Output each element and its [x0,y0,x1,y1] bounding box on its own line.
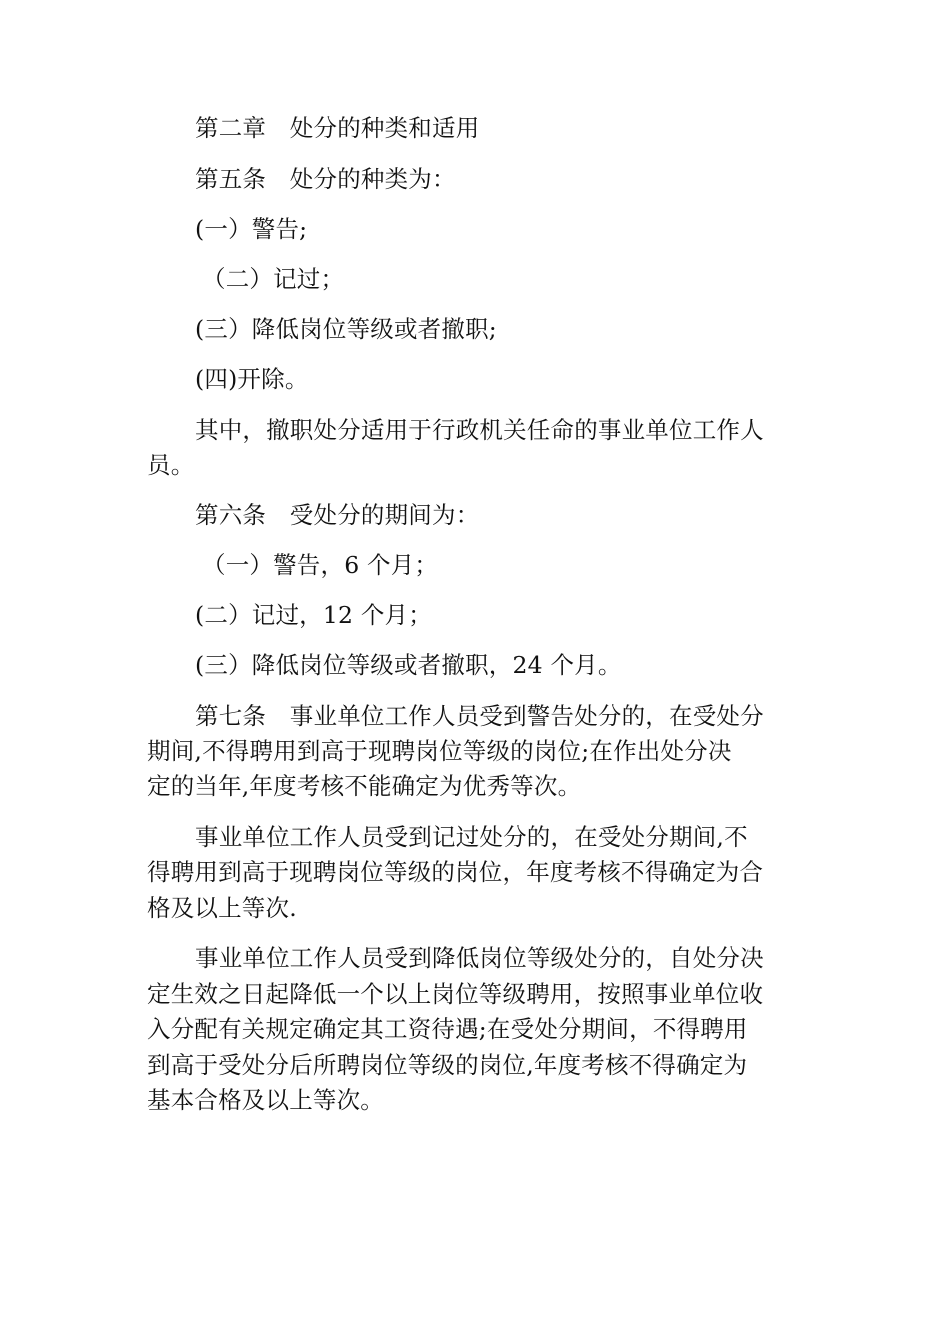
chapter-heading: 第二章 处分的种类和适用 [195,114,480,142]
article-6-item-1: （一）警告，6 个月； [202,551,439,579]
article-5-item-4: (四)开除。 [195,365,309,393]
article-7-line-2: 期间,不得聘用到高于现聘岗位等级的岗位;在作出处分决 [147,737,732,765]
paragraph-demotion-line-3: 入分配有关规定确定其工资待遇;在受处分期间，不得聘用 [147,1015,748,1043]
paragraph-demotion-line-4: 到高于受处分后所聘岗位等级的岗位,年度考核不得确定为 [147,1051,748,1079]
article-7-line-1: 第七条 事业单位工作人员受到警告处分的，在受处分 [195,702,764,730]
paragraph-demerit-line-2: 得聘用到高于现聘岗位等级的岗位，年度考核不得确定为合 [147,858,764,886]
article-6-heading: 第六条 受处分的期间为： [195,501,480,529]
article-5-item-1: (一）警告; [195,215,308,243]
article-5-item-3: (三）降低岗位等级或者撤职; [195,315,497,343]
paragraph-demerit-line-3: 格及以上等次. [147,894,297,922]
paragraph-demotion-line-2: 定生效之日起降低一个以上岗位等级聘用，按照事业单位收 [147,980,764,1008]
article-5-heading: 第五条 处分的种类为： [195,165,456,193]
paragraph-demotion-line-1: 事业单位工作人员受到降低岗位等级处分的，自处分决 [195,944,764,972]
article-6-item-3: (三）降低岗位等级或者撤职，24 个月。 [195,651,622,679]
article-5-note-line-1: 其中，撤职处分适用于行政机关任命的事业单位工作人 [195,416,764,444]
paragraph-demerit-line-1: 事业单位工作人员受到记过处分的，在受处分期间,不 [195,823,748,851]
article-6-item-2: (二）记过，12 个月； [195,601,432,629]
paragraph-demotion-line-5: 基本合格及以上等次。 [147,1086,384,1114]
article-5-item-2: （二）记过； [202,265,345,293]
article-7-line-3: 定的当年,年度考核不能确定为优秀等次。 [147,772,582,800]
article-5-note-line-2: 员。 [147,451,195,479]
